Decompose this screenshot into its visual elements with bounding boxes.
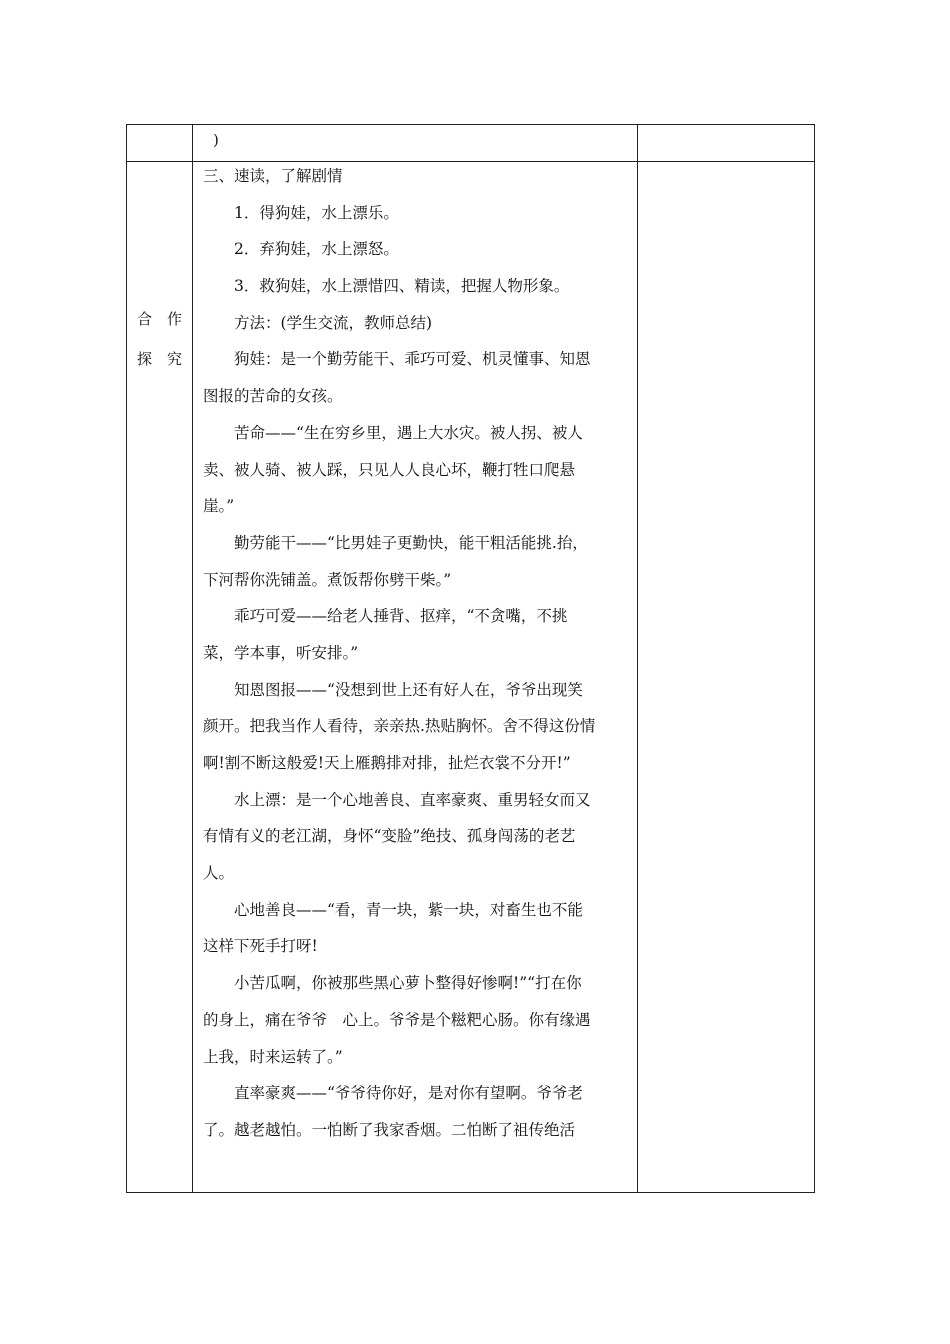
content-body — [203, 165, 633, 1156]
content-line: 3．救狗娃，水上漂惜四、精读，把握人物形象。 — [203, 277, 570, 296]
content-line: 水上漂：是一个心地善良、直率豪爽、重男轻女而又 — [203, 790, 591, 809]
section-label-char: 作 — [167, 310, 183, 328]
content-line: 这样下死手打呀! — [203, 937, 318, 956]
content-line: 狗娃：是一个勤劳能干、乖巧可爱、机灵懂事、知恩 — [203, 350, 591, 369]
content-line: 1．得狗娃，水上漂乐。 — [203, 203, 399, 222]
content-line: 心地善良——“看，青一块，紫一块，对畜生也不能 — [203, 900, 583, 919]
content-line: 知恩图报——“没想到世上还有好人在，爷爷出现笑 — [203, 680, 583, 699]
content-line: 小苦瓜啊，你被那些黑心萝卜整得好惨啊!”“打在你 — [203, 974, 582, 993]
lesson-table — [126, 124, 815, 1193]
content-line: 勤劳能干——“比男娃子更勤快，能干粗活能挑.抬， — [203, 533, 588, 552]
content-line: 三、速读，了解剧情 — [203, 167, 343, 185]
column-divider-left — [192, 125, 193, 1192]
content-line: 的身上，痛在爷爷 心上。爷爷是个糍粑心肠。你有缘遇 — [203, 1010, 591, 1029]
content-line: 有情有义的老江湖，身怀“变脸”绝技、孤身闯荡的老艺 — [203, 827, 576, 846]
content-line: 乖巧可爱——给老人捶背、抠痒，“不贪嘴，不挑 — [203, 607, 568, 626]
content-line: 苦命——“生在穷乡里，遇上大水灾。被人拐、被人 — [203, 423, 583, 442]
top-row-fragment: ) — [213, 131, 219, 149]
content-line: 崖。” — [203, 497, 235, 516]
content-line: 颜开。把我当作人看待，亲亲热.热贴胸怀。舍不得这份情 — [203, 717, 596, 736]
content-line: 菜，学本事，听安排。” — [203, 643, 359, 662]
section-label-char: 探 — [137, 350, 153, 368]
column-divider-right — [637, 125, 638, 1192]
content-line: 方法：(学生交流，教师总结) — [203, 313, 433, 332]
content-line: 2．弃狗娃，水上漂怒。 — [203, 240, 399, 259]
content-line: 啊!割不断这般爱!天上雁鹅排对排，扯烂衣裳不分开!” — [203, 754, 571, 772]
content-line: 图报的苦命的女孩。 — [203, 387, 343, 406]
content-line: 下河帮你洗铺盖。煮饭帮你劈干柴。” — [203, 570, 452, 589]
row-divider — [127, 161, 814, 162]
content-line: 直率豪爽——“爷爷待你好，是对你有望啊。爷爷老 — [203, 1084, 583, 1103]
section-label-char: 合 — [137, 310, 153, 328]
content-line: 上我，时来运转了。” — [203, 1047, 343, 1066]
content-line: 了。越老越怕。一怕断了我家香烟。二怕断了祖传绝活 — [203, 1120, 576, 1139]
content-line: 人。 — [203, 864, 235, 883]
content-line: 卖、被人骑、被人踩，只见人人良心坏，鞭打牲口爬悬 — [203, 460, 576, 479]
section-label-char: 究 — [167, 350, 183, 368]
